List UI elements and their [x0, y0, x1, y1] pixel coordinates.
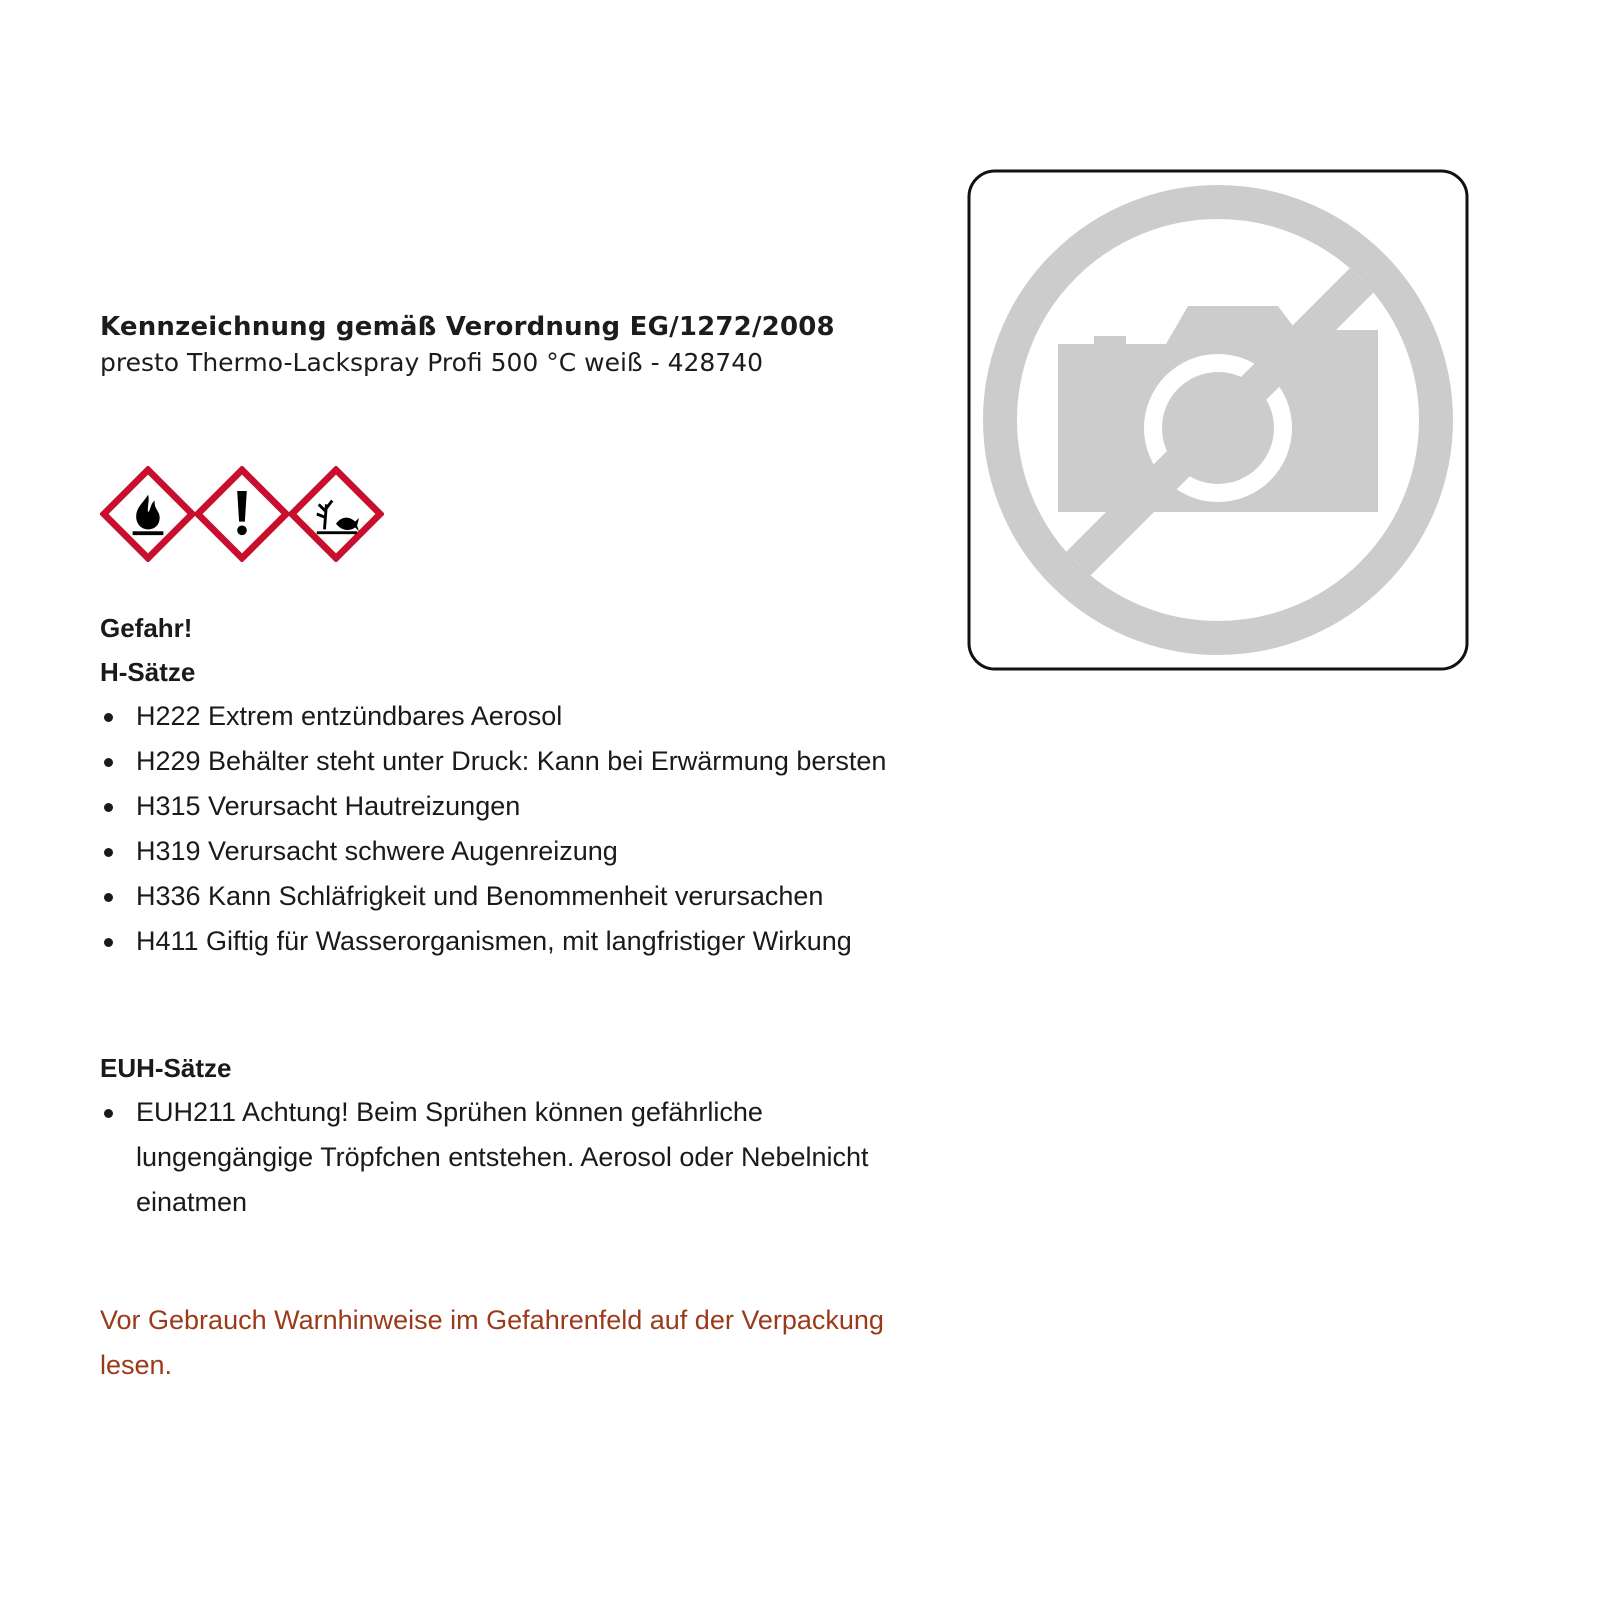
list-item: H229 Behälter steht unter Druck: Kann bei Erwärmung bersten — [100, 739, 960, 784]
list-item: EUH211 Achtung! Beim Sprühen können gefährliche lungengängige Tröpfchen entstehen. Aerosol oder Nebelnicht einatmen — [100, 1090, 920, 1225]
euh-statements — [100, 1046, 920, 1225]
h-heading: H-Sätze — [100, 657, 196, 687]
list-item: H411 Giftig für Wasserorganismen, mit langfristiger Wirkung — [100, 919, 960, 964]
product-name: presto Thermo-Lackspray Profi 500 °C weiß - 428740 — [100, 348, 764, 377]
page-title: Kennzeichnung gemäß Verordnung EG/1272/2008 — [100, 312, 835, 342]
warning-note: Vor Gebrauch Warnhinweise im Gefahrenfeld auf der Verpackung lesen. — [100, 1305, 884, 1380]
ghs-pictograms — [100, 466, 390, 562]
list-item: H315 Verursacht Hautreizungen — [100, 784, 960, 829]
list-item: H319 Verursacht schwere Augenreizung — [100, 829, 960, 874]
list-item: H222 Extrem entzündbares Aerosol — [100, 694, 960, 739]
environment-icon — [288, 466, 384, 562]
euh-heading: EUH-Sätze — [100, 1053, 232, 1083]
signal-word: Gefahr! — [100, 613, 193, 643]
flame-icon — [100, 466, 196, 562]
exclamation-icon — [194, 466, 290, 562]
h-statements — [100, 606, 960, 964]
no-photo-icon — [966, 168, 1470, 672]
list-item: H336 Kann Schläfrigkeit und Benommenheit verursachen — [100, 874, 960, 919]
